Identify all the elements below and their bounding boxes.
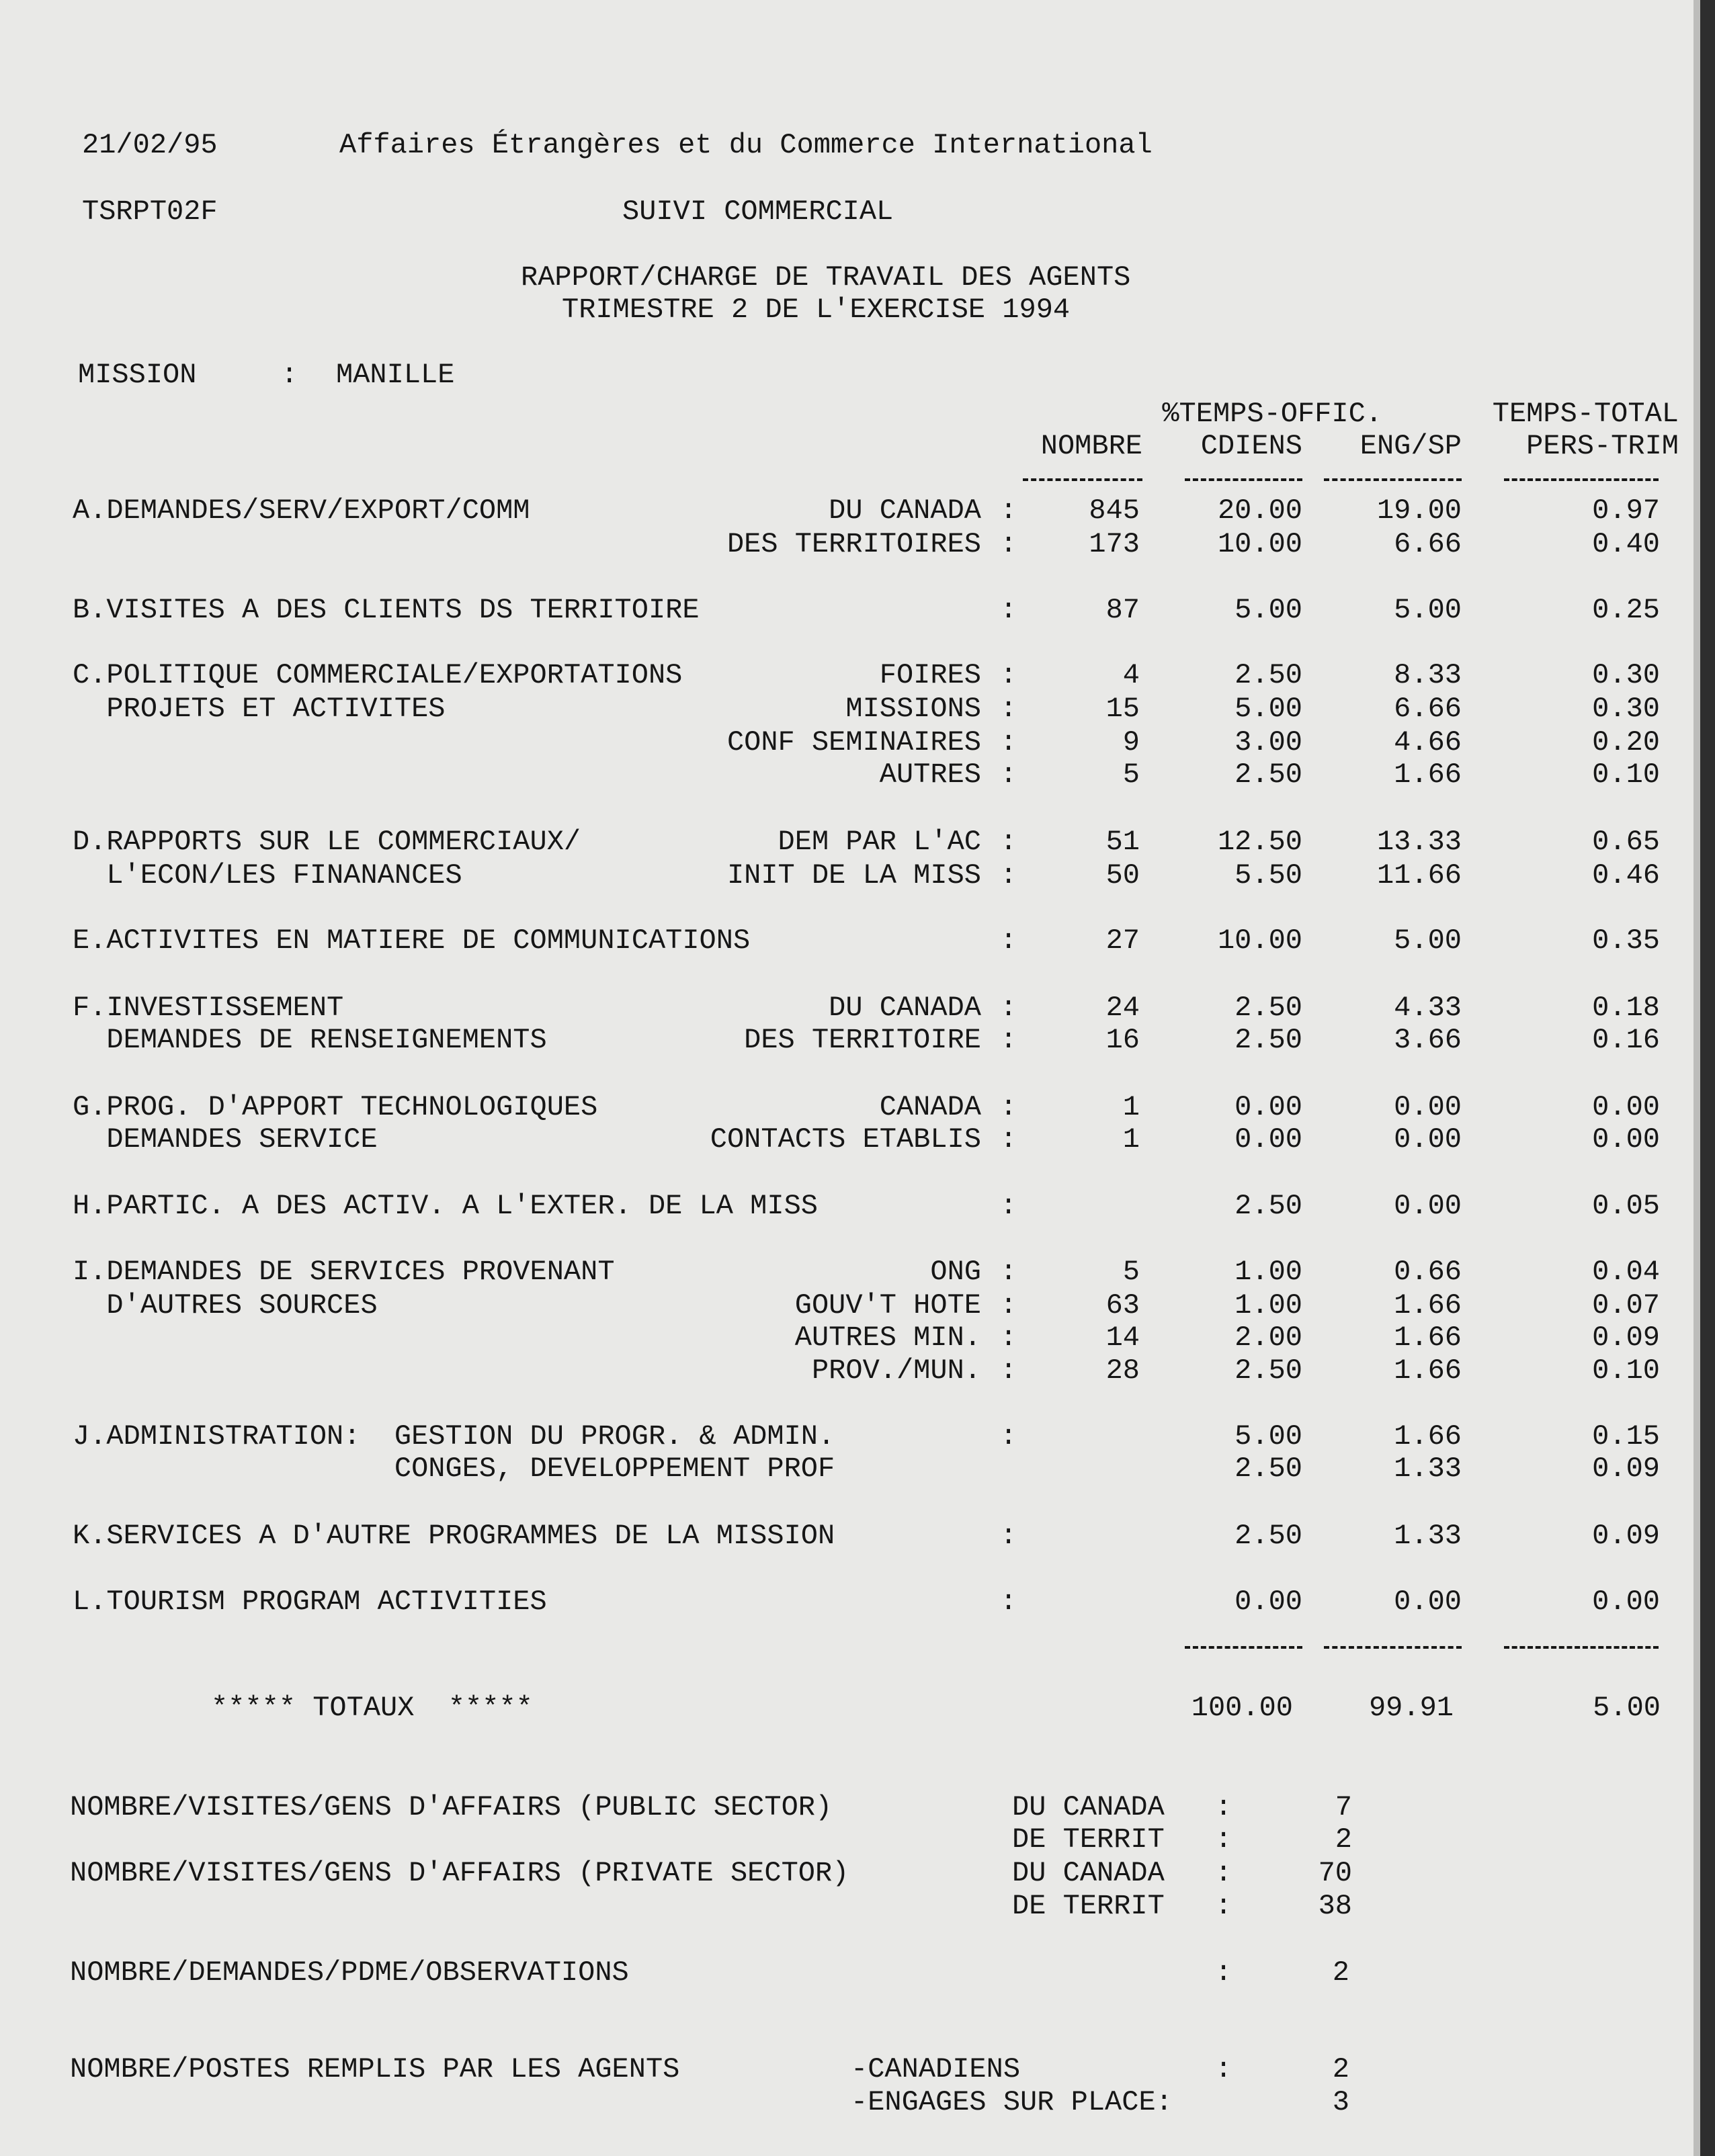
row-cdiens: 0.00 bbox=[1235, 1091, 1302, 1123]
row-label: B.VISITES A DES CLIENTS DS TERRITOIRE bbox=[73, 594, 700, 626]
row-perstrim: 0.00 bbox=[1592, 1123, 1660, 1156]
row-label: CONGES, DEVELOPPEMENT PROF bbox=[73, 1453, 835, 1485]
row-perstrim: 0.65 bbox=[1592, 826, 1660, 858]
totals-perstrim: 5.00 bbox=[1593, 1692, 1661, 1724]
row-nombre: 14 bbox=[1105, 1322, 1140, 1354]
row-cdiens: 12.50 bbox=[1217, 826, 1302, 858]
pdme-colon: : bbox=[1215, 1956, 1232, 1989]
visits-value: 70 bbox=[1318, 1857, 1352, 1889]
visits-sublabel: DU CANADA bbox=[1012, 1857, 1165, 1889]
organization-name: Affaires Étrangères et du Commerce International bbox=[339, 129, 1153, 161]
row-label: D.RAPPORTS SUR LE COMMERCIAUX/ bbox=[73, 826, 581, 858]
row-sublabel: FOIRES bbox=[879, 659, 981, 691]
row-engsp: 4.33 bbox=[1394, 992, 1462, 1024]
row-cdiens: 2.50 bbox=[1235, 659, 1302, 691]
row-engsp: 1.66 bbox=[1394, 1322, 1462, 1354]
row-colon: : bbox=[1000, 1420, 1017, 1453]
row-nombre: 15 bbox=[1105, 693, 1140, 725]
row-colon: : bbox=[1000, 726, 1017, 759]
col-perstrim: PERS-TRIM bbox=[1526, 430, 1679, 462]
row-perstrim: 0.00 bbox=[1592, 1586, 1660, 1618]
row-perstrim: 0.40 bbox=[1592, 528, 1660, 560]
col-group-pct: %TEMPS-OFFIC. bbox=[1162, 398, 1382, 430]
row-engsp: 6.66 bbox=[1394, 693, 1462, 725]
row-label: I.DEMANDES DE SERVICES PROVENANT bbox=[73, 1256, 615, 1288]
row-sublabel: AUTRES MIN. bbox=[794, 1322, 981, 1354]
row-cdiens: 5.50 bbox=[1235, 859, 1302, 892]
totals-cdiens: 100.00 bbox=[1191, 1692, 1293, 1724]
row-perstrim: 0.10 bbox=[1592, 1354, 1660, 1387]
row-perstrim: 0.09 bbox=[1592, 1453, 1660, 1485]
row-nombre: 9 bbox=[1122, 726, 1140, 759]
row-perstrim: 0.05 bbox=[1592, 1190, 1660, 1222]
row-engsp: 5.00 bbox=[1394, 924, 1462, 957]
visits-value: 7 bbox=[1335, 1791, 1352, 1823]
row-cdiens: 2.00 bbox=[1235, 1322, 1302, 1354]
row-engsp: 1.33 bbox=[1394, 1520, 1462, 1552]
row-engsp: 11.66 bbox=[1376, 859, 1462, 892]
row-cdiens: 2.50 bbox=[1235, 992, 1302, 1024]
row-engsp: 1.66 bbox=[1394, 759, 1462, 791]
row-sublabel: DES TERRITOIRES bbox=[726, 528, 981, 560]
row-colon: : bbox=[1000, 1123, 1017, 1156]
visits-colon: : bbox=[1215, 1791, 1232, 1823]
report-date: 21/02/95 bbox=[82, 129, 218, 161]
row-colon: : bbox=[1000, 1354, 1017, 1387]
row-engsp: 0.00 bbox=[1394, 1123, 1462, 1156]
col-engsp: ENG/SP bbox=[1360, 430, 1462, 462]
mission-separator: : bbox=[281, 359, 298, 391]
row-nombre: 28 bbox=[1105, 1354, 1140, 1387]
postes-label: NOMBRE/POSTES REMPLIS PAR LES AGENTS bbox=[70, 2053, 680, 2085]
row-nombre: 16 bbox=[1105, 1024, 1140, 1056]
row-perstrim: 0.09 bbox=[1592, 1520, 1660, 1552]
row-nombre: 87 bbox=[1105, 594, 1140, 626]
row-cdiens: 2.50 bbox=[1235, 1190, 1302, 1222]
row-label: L.TOURISM PROGRAM ACTIVITIES bbox=[73, 1586, 547, 1618]
row-label: J.ADMINISTRATION: GESTION DU PROGR. & ADMIN. bbox=[73, 1420, 835, 1453]
visits-sublabel: DE TERRIT bbox=[1012, 1823, 1165, 1856]
row-label: C.POLITIQUE COMMERCIALE/EXPORTATIONS bbox=[73, 659, 683, 691]
row-engsp: 0.00 bbox=[1394, 1586, 1462, 1618]
row-colon: : bbox=[1000, 1256, 1017, 1288]
row-label: DEMANDES DE RENSEIGNEMENTS bbox=[73, 1024, 547, 1056]
row-label: PROJETS ET ACTIVITES bbox=[73, 693, 446, 725]
row-colon: : bbox=[1000, 1024, 1017, 1056]
row-cdiens: 5.00 bbox=[1235, 1420, 1302, 1453]
row-perstrim: 0.30 bbox=[1592, 693, 1660, 725]
row-perstrim: 0.46 bbox=[1592, 859, 1660, 892]
row-label: D'AUTRES SOURCES bbox=[73, 1289, 378, 1322]
row-colon: : bbox=[1000, 759, 1017, 791]
scan-edge bbox=[1700, 0, 1715, 2156]
row-cdiens: 1.00 bbox=[1235, 1256, 1302, 1288]
row-perstrim: 0.16 bbox=[1592, 1024, 1660, 1056]
row-nombre: 50 bbox=[1105, 859, 1140, 892]
row-label: L'ECON/LES FINANANCES bbox=[73, 859, 462, 892]
row-colon: : bbox=[1000, 594, 1017, 626]
totals-engsp: 99.91 bbox=[1368, 1692, 1454, 1724]
row-sublabel: DU CANADA bbox=[829, 494, 981, 527]
totals-underline bbox=[1185, 1646, 1302, 1649]
mission-label: MISSION bbox=[78, 359, 197, 391]
row-perstrim: 0.25 bbox=[1592, 594, 1660, 626]
row-perstrim: 0.10 bbox=[1592, 759, 1660, 791]
row-colon: : bbox=[1000, 693, 1017, 725]
row-colon: : bbox=[1000, 528, 1017, 560]
row-engsp: 4.66 bbox=[1394, 726, 1462, 759]
postes-sublabel: -ENGAGES SUR PLACE: bbox=[851, 2086, 1173, 2118]
totals-underline bbox=[1504, 1646, 1659, 1649]
row-nombre: 24 bbox=[1105, 992, 1140, 1024]
visits-sublabel: DU CANADA bbox=[1012, 1791, 1165, 1823]
row-perstrim: 0.35 bbox=[1592, 924, 1660, 957]
row-label: K.SERVICES A D'AUTRE PROGRAMMES DE LA MISSION bbox=[73, 1520, 835, 1552]
totals-label: ***** TOTAUX ***** bbox=[211, 1692, 533, 1724]
row-sublabel: DU CANADA bbox=[829, 992, 981, 1024]
row-engsp: 6.66 bbox=[1394, 528, 1462, 560]
row-perstrim: 0.09 bbox=[1592, 1322, 1660, 1354]
row-colon: : bbox=[1000, 859, 1017, 892]
row-perstrim: 0.18 bbox=[1592, 992, 1660, 1024]
row-engsp: 0.66 bbox=[1394, 1256, 1462, 1288]
visits-sublabel: DE TERRIT bbox=[1012, 1890, 1165, 1922]
row-colon: : bbox=[1000, 1091, 1017, 1123]
row-sublabel: CANADA bbox=[879, 1091, 981, 1123]
row-cdiens: 5.00 bbox=[1235, 693, 1302, 725]
scan-edge-shadow bbox=[1693, 0, 1700, 2156]
row-cdiens: 3.00 bbox=[1235, 726, 1302, 759]
row-nombre: 4 bbox=[1122, 659, 1140, 691]
row-engsp: 8.33 bbox=[1394, 659, 1462, 691]
row-nombre: 845 bbox=[1089, 494, 1140, 527]
row-cdiens: 5.00 bbox=[1235, 594, 1302, 626]
totals-underline bbox=[1324, 1646, 1462, 1649]
row-engsp: 0.00 bbox=[1394, 1091, 1462, 1123]
col-underline bbox=[1504, 478, 1659, 481]
row-colon: : bbox=[1000, 1586, 1017, 1618]
row-colon: : bbox=[1000, 494, 1017, 527]
col-underline bbox=[1023, 478, 1142, 481]
visits-colon: : bbox=[1215, 1890, 1232, 1922]
postes-colon: : bbox=[1215, 2053, 1232, 2085]
row-engsp: 0.00 bbox=[1394, 1190, 1462, 1222]
visits-value: 2 bbox=[1335, 1823, 1352, 1856]
row-engsp: 1.66 bbox=[1394, 1420, 1462, 1453]
row-perstrim: 0.00 bbox=[1592, 1091, 1660, 1123]
row-cdiens: 2.50 bbox=[1235, 1453, 1302, 1485]
postes-sublabel: -CANADIENS bbox=[851, 2053, 1021, 2085]
report-period: TRIMESTRE 2 DE L'EXERCISE 1994 bbox=[562, 294, 1071, 326]
row-label: E.ACTIVITES EN MATIERE DE COMMUNICATIONS bbox=[73, 924, 751, 957]
col-group-total: TEMPS-TOTAL bbox=[1492, 398, 1679, 430]
row-nombre: 1 bbox=[1122, 1123, 1140, 1156]
report-title: RAPPORT/CHARGE DE TRAVAIL DES AGENTS bbox=[521, 261, 1131, 294]
row-engsp: 1.66 bbox=[1394, 1354, 1462, 1387]
row-colon: : bbox=[1000, 1520, 1017, 1552]
row-engsp: 1.33 bbox=[1394, 1453, 1462, 1485]
postes-value: 3 bbox=[1332, 2086, 1349, 2118]
row-engsp: 3.66 bbox=[1394, 1024, 1462, 1056]
postes-value: 2 bbox=[1332, 2053, 1349, 2085]
visits-value: 38 bbox=[1318, 1890, 1352, 1922]
row-sublabel: INIT DE LA MISS bbox=[726, 859, 981, 892]
row-nombre: 51 bbox=[1105, 826, 1140, 858]
row-perstrim: 0.30 bbox=[1592, 659, 1660, 691]
row-sublabel: CONF SEMINAIRES bbox=[726, 726, 981, 759]
row-colon: : bbox=[1000, 826, 1017, 858]
visits-label: NOMBRE/VISITES/GENS D'AFFAIRS (PUBLIC SECTOR) bbox=[70, 1791, 833, 1823]
row-perstrim: 0.15 bbox=[1592, 1420, 1660, 1453]
row-sublabel: DES TERRITOIRE bbox=[744, 1024, 981, 1056]
row-colon: : bbox=[1000, 1190, 1017, 1222]
pdme-value: 2 bbox=[1332, 1956, 1349, 1989]
row-colon: : bbox=[1000, 1289, 1017, 1322]
row-sublabel: ONG bbox=[930, 1256, 981, 1288]
row-sublabel: AUTRES bbox=[879, 759, 981, 791]
row-cdiens: 10.00 bbox=[1217, 924, 1302, 957]
row-nombre: 5 bbox=[1122, 1256, 1140, 1288]
row-perstrim: 0.04 bbox=[1592, 1256, 1660, 1288]
row-cdiens: 2.50 bbox=[1235, 1024, 1302, 1056]
row-label: H.PARTIC. A DES ACTIV. A L'EXTER. DE LA MISS bbox=[73, 1190, 818, 1222]
row-cdiens: 2.50 bbox=[1235, 1520, 1302, 1552]
row-sublabel: CONTACTS ETABLIS bbox=[710, 1123, 981, 1156]
row-nombre: 63 bbox=[1105, 1289, 1140, 1322]
row-nombre: 27 bbox=[1105, 924, 1140, 957]
row-sublabel: DEM PAR L'AC bbox=[778, 826, 981, 858]
row-colon: : bbox=[1000, 1322, 1017, 1354]
row-perstrim: 0.20 bbox=[1592, 726, 1660, 759]
col-nombre: NOMBRE bbox=[1040, 430, 1142, 462]
row-cdiens: 2.50 bbox=[1235, 1354, 1302, 1387]
col-underline bbox=[1324, 478, 1462, 481]
row-engsp: 19.00 bbox=[1376, 494, 1462, 527]
row-cdiens: 1.00 bbox=[1235, 1289, 1302, 1322]
row-sublabel: MISSIONS bbox=[845, 693, 981, 725]
row-cdiens: 2.50 bbox=[1235, 759, 1302, 791]
row-cdiens: 0.00 bbox=[1235, 1123, 1302, 1156]
row-cdiens: 10.00 bbox=[1217, 528, 1302, 560]
row-sublabel: PROV./MUN. bbox=[811, 1354, 981, 1387]
row-label: G.PROG. D'APPORT TECHNOLOGIQUES bbox=[73, 1091, 598, 1123]
row-engsp: 5.00 bbox=[1394, 594, 1462, 626]
row-nombre: 5 bbox=[1122, 759, 1140, 791]
row-sublabel: GOUV'T HOTE bbox=[794, 1289, 981, 1322]
pdme-label: NOMBRE/DEMANDES/PDME/OBSERVATIONS bbox=[70, 1956, 629, 1989]
visits-label: NOMBRE/VISITES/GENS D'AFFAIRS (PRIVATE SECTOR) bbox=[70, 1857, 849, 1889]
report-code: TSRPT02F bbox=[82, 196, 218, 228]
row-label: DEMANDES SERVICE bbox=[73, 1123, 378, 1156]
row-cdiens: 20.00 bbox=[1217, 494, 1302, 527]
mission-value: MANILLE bbox=[336, 359, 455, 391]
row-colon: : bbox=[1000, 659, 1017, 691]
row-engsp: 1.66 bbox=[1394, 1289, 1462, 1322]
visits-colon: : bbox=[1215, 1823, 1232, 1856]
row-nombre: 1 bbox=[1122, 1091, 1140, 1123]
col-cdiens: CDIENS bbox=[1200, 430, 1302, 462]
row-label: F.INVESTISSEMENT bbox=[73, 992, 344, 1024]
row-perstrim: 0.97 bbox=[1592, 494, 1660, 527]
col-underline bbox=[1185, 478, 1302, 481]
row-colon: : bbox=[1000, 924, 1017, 957]
system-name: SUIVI COMMERCIAL bbox=[622, 196, 894, 228]
row-colon: : bbox=[1000, 992, 1017, 1024]
row-nombre: 173 bbox=[1089, 528, 1140, 560]
row-label: A.DEMANDES/SERV/EXPORT/COMM bbox=[73, 494, 530, 527]
row-engsp: 13.33 bbox=[1376, 826, 1462, 858]
row-perstrim: 0.07 bbox=[1592, 1289, 1660, 1322]
visits-colon: : bbox=[1215, 1857, 1232, 1889]
row-cdiens: 0.00 bbox=[1235, 1586, 1302, 1618]
